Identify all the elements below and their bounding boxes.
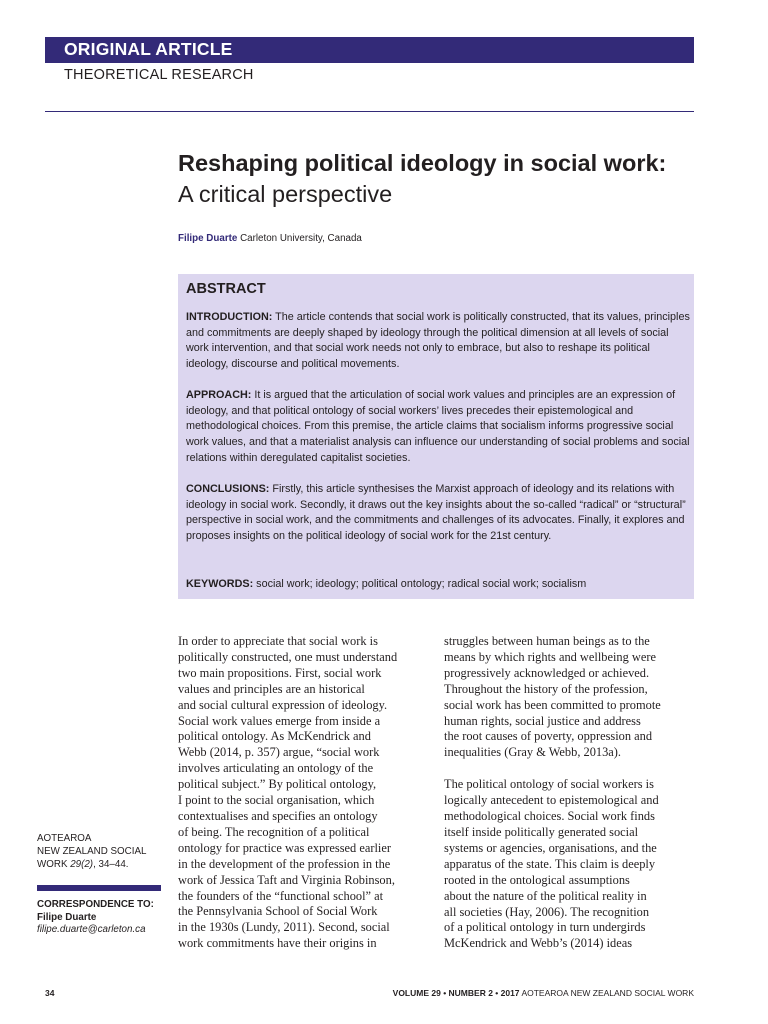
journal-line: AOTEAROA <box>37 833 92 844</box>
header-rule <box>45 111 694 112</box>
journal-line <box>37 859 157 872</box>
running-footer <box>393 988 694 998</box>
correspondence-label: CORRESPONDENCE TO: <box>37 899 154 910</box>
abstract-heading: ABSTRACT <box>186 281 266 297</box>
author-line <box>178 233 362 244</box>
section-label: ORIGINAL ARTICLE <box>64 39 233 59</box>
abstract-box <box>178 274 694 599</box>
conclusions-text: Firstly, this article synthesises the Marxist approach of ideology and its relations with ideology in social work. Secondly, it draws out the key insights about the so-called “radical” or “structural” perspective in social work, and the commitments and challenges of its advocates. Finally, it explores and proposes insights on the political ideology of social work for the 21st century. <box>186 483 686 543</box>
body-paragraph: In order to appreciate that social work is politically constructed, one must understand two main propositions. First, social work values and principles are an historical and social cultural expression of ideology. Social work values emerge from inside a political ontology. As McKendrick and Webb (2014, p. 357) argue, “social work involves articulating an ontology of the political subject.” By political ontology, I point to the social organisation, which contextualises and specifies an ontology of being. The recognition of a political ontology for practice was expressed earlier in the development of the profession in the work of Jessica Taft and Virginia Robinson, the founders of the “functional school” at the Pennsylvania School of Social Work in the 1930s (Lundy, 2011). Second, social work commitments have their origins in <box>178 634 398 951</box>
abstract-conclusions <box>186 482 690 545</box>
keywords-label: KEYWORDS: <box>186 578 254 590</box>
abstract-approach <box>186 388 690 467</box>
section-banner <box>45 37 694 63</box>
body-paragraph: The political ontology of social workers is logically antecedent to epistemological and methodological choices. Social work finds itself inside politically generated social systems or agencies, organisations, and the apparatus of the state. This claim is deeply rooted in the ontological assumptions about the nature of the political reality in all societies (Hay, 2006). The recognition of a political ontology in turn undergirds McKendrick and Webb’s (2014) ideas <box>444 777 659 951</box>
keywords-text: social work; ideology; political ontology; radical social work; socialism <box>253 578 587 590</box>
journal-name-suffix: WORK <box>37 858 71 870</box>
author-name: Filipe Duarte <box>178 233 238 244</box>
journal-volume: 29(2) <box>70 858 94 870</box>
introduction-text: The article contends that social work is politically constructed, that its values, principles and commitments are deeply shaped by ideology through the political dimension at all levels of social work intervention, and that social work needs not only to embrace, but also to reshape its political ideology, discourse and political movements. <box>186 311 690 371</box>
approach-text: It is argued that the articulation of social work values and principles are an expression of ideology, and that political ontology of social workers’ lives precedes their epistemological and methodological choices. From this premise, the article claims that socialism informs progressive social work values, and that a materialist analysis can influence our understanding of social problems and social relations within deregulated capitalist societies. <box>186 389 690 464</box>
sidebar-rule <box>37 885 161 891</box>
abstract-keywords <box>186 577 690 593</box>
body-column-right <box>444 634 694 968</box>
correspondence-name: Filipe Duarte <box>37 911 97 923</box>
article-title-main: Reshaping political ideology in social work: <box>178 150 667 176</box>
footer-journal-name: AOTEAROA NEW ZEALAND SOCIAL WORK <box>519 988 694 998</box>
article-title <box>178 148 678 210</box>
introduction-label: INTRODUCTION: <box>186 311 273 323</box>
approach-label: APPROACH: <box>186 389 252 401</box>
conclusions-label: CONCLUSIONS: <box>186 483 270 495</box>
journal-pages: , 34–44. <box>93 858 129 870</box>
correspondence-block <box>37 899 161 937</box>
journal-line: NEW ZEALAND SOCIAL <box>37 845 147 857</box>
article-title-subtitle: A critical perspective <box>178 181 393 207</box>
author-affiliation: Carleton University, Canada <box>237 233 362 244</box>
journal-citation <box>37 833 157 871</box>
body-paragraph: struggles between human beings as to the means by which rights and wellbeing were progressively acknowledged or achieved. Throughout the history of the profession, social work has been committed to promote human rights, social justice and address the root causes of poverty, oppression and inequalities (Gray & Webb, 2013a). <box>444 634 661 760</box>
abstract-introduction <box>186 310 690 373</box>
correspondence-email[interactable]: filipe.duarte@carleton.ca <box>37 924 146 935</box>
issue-info: VOLUME 29 • NUMBER 2 • 2017 <box>392 988 520 998</box>
body-column-left <box>178 634 428 968</box>
subsection-label: THEORETICAL RESEARCH <box>64 67 254 83</box>
page-number: 34 <box>45 988 55 998</box>
